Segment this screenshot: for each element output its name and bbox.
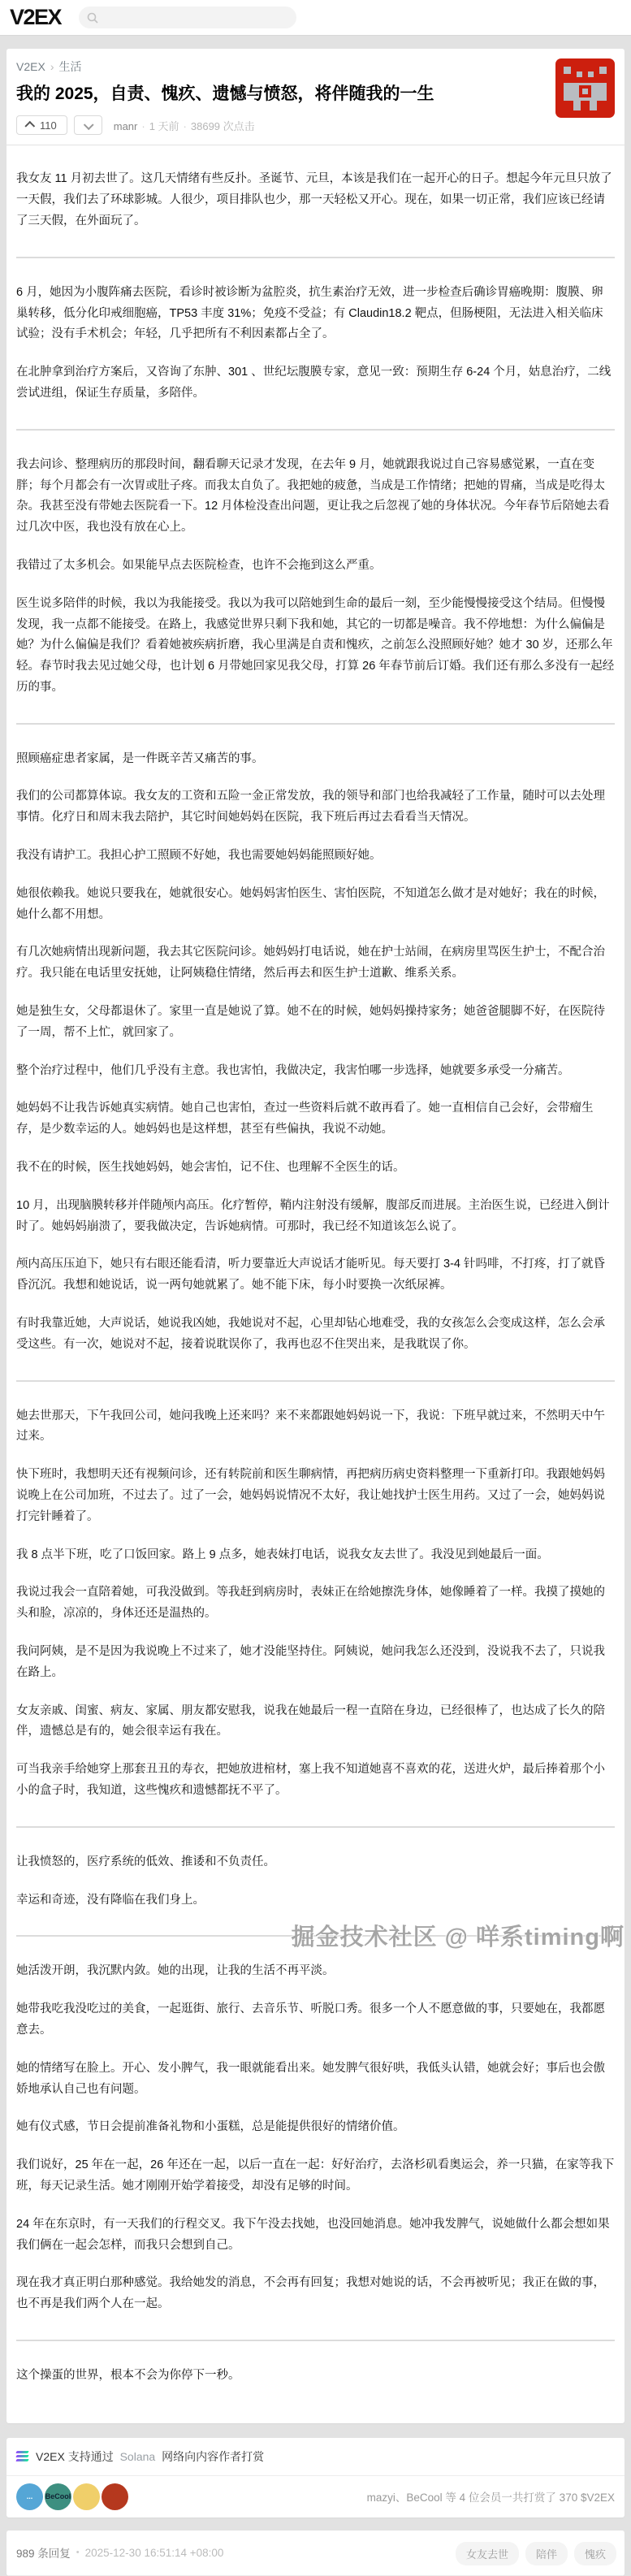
upvote-button[interactable] (16, 115, 67, 135)
post-paragraph: 我们的公司都算体谅。我女友的工资和五险一金正常发放，我的领导和部门也给我减轻了工作量，随时可以去处理事情。化疗日和周末我去陪护，其它时间她妈妈在医院，我下班后再过去看看当天情况。 (16, 790, 605, 825)
reward-avatar[interactable] (73, 2483, 100, 2510)
post-paragraph: 她有仪式感，节日会提前准备礼物和小蛋糕，总是能提供很好的情绪价值。 (16, 2120, 405, 2134)
solana-link[interactable]: Solana (119, 2449, 156, 2463)
section-divider (16, 2340, 615, 2341)
replies-card (6, 2531, 625, 2576)
breadcrumb-separator: › (50, 60, 54, 73)
post-paragraph: 让我愤怒的，医疗系统的低效、推诿和不负责任。 (16, 1855, 275, 1868)
post-header (6, 49, 625, 145)
post-paragraph: 我不在的时候，医生找她妈妈，她会害怕，记不住、也理解不全医生的话。 (16, 1161, 405, 1175)
solana-text-prefix: V2EX 支持通过 (36, 2449, 117, 2463)
topic-tag[interactable]: 女友去世 (456, 2542, 519, 2565)
post-card (6, 49, 625, 2423)
post-paragraph: 她是独生女，父母都退休了。家里一直是她说了算。她不在的时候，她妈妈操持家务；她爸爸腿脚不好，在医院待了一周，帮不上忙，就回家了。 (16, 1005, 605, 1039)
topic-tag[interactable]: 愧疚 (574, 2542, 616, 2565)
post-paragraph: 她带我吃我没吃过的美食，一起逛街、旅行、去音乐节、听脱口秀。很多一个人不愿意做的事，只要她在，我都愿意去。 (16, 2002, 605, 2037)
post-paragraph: 女友亲戚、闺蜜、病友、家属、朋友都安慰我，说我在她最后一程一直陪在身边，已经很棒了，也达成了长久的陪伴，遗憾总是有的，她会很幸运有我在。 (16, 1704, 605, 1738)
upvote-count: 110 (40, 119, 57, 132)
section-divider (16, 1380, 615, 1382)
post-paragraph: 她去世那天，下午我回公司，她问我晚上还来吗？来不来都跟她妈妈说一下，我说：下班早就过来，不然明天中午过来。 (16, 1409, 605, 1444)
post-paragraph: 颅内高压压迫下，她只有右眼还能看清，听力要靠近大声说话才能听见。每天要打 3-4 针吗啡，不打疼，打了就昏昏沉沉。我想和她说话，说一两句她就累了。她不能下床，每小时要换一次纸尿裤。 (16, 1258, 606, 1292)
solana-text-suffix: 网络向内容作者打赏 (158, 2449, 265, 2463)
v2ex-logo[interactable]: V2EX (10, 5, 62, 29)
chevron-up-icon (24, 121, 35, 132)
tag-list (456, 2542, 616, 2565)
post-paragraph: 可当我亲手给她穿上那套丑丑的寿衣，把她放进棺材，塞上我不知道她喜不喜欢的花，送进火炉，最后捧着那个小小的盒子时，我知道，这些愧疚和遗憾都抚不平了。 (16, 1763, 605, 1797)
post-paragraph: 医生说多陪伴的时候，我以为我能接受。我以为我可以陪她到生命的最后一刻，至少能慢慢接受这个结局。但慢慢发现，我一点都不能接受。在路上，我感觉世界只剩下我和她，其它的一切都是噪音。我不停地想：为什么偏偏是她？为什么偏偏是我们？看着她被疾病折磨，我心里满是自责和愧疚，之前怎么没照顾好她？她才 30 岁，还那么年轻。春节时我去见过她父母，也计划 6 月带她回家见我父母，打算 26 年春节前后订婚。我们还有那么多没有一起经历的事。 (16, 596, 615, 694)
post-paragraph: 这个操蛋的世界，根本不会为你停下一秒。 (16, 2368, 240, 2382)
post-paragraph: 她妈妈不让我告诉她真实病情。她自己也害怕，查过一些资料后就不敢再看了。她一直相信自己会好，会带瘤生存，是少数幸运的人。她妈妈也是这样想，甚至有些偏执，我说不动她。 (16, 1102, 594, 1136)
solana-text (36, 2448, 264, 2465)
downvote-button[interactable] (74, 115, 102, 135)
post-content (6, 145, 625, 2422)
post-paragraph: 有时我靠近她，大声说话，她说我凶她，我她说对不起，心里却钻心地难受，我的女孩怎么会变成这样，怎么会承受这些。有一次，她说对不起，接着说耽误你了，我再也忍不住哭出来，是我耽误了你。 (16, 1317, 605, 1351)
reward-avatar[interactable]: ... (16, 2483, 43, 2510)
post-timestamp: 2025-12-30 16:51:14 +08:00 (84, 2546, 224, 2559)
post-paragraph: 照顾癌症患者家属，是一件既辛苦又痛苦的事。 (16, 751, 264, 765)
post-paragraph: 我女友 11 月初去世了。这几天情绪有些反扑。圣诞节、元旦，本该是我们在一起开心的日子。想起今年元旦只放了一天假，我们去了环球影城。人很少，项目排队也少，那一天轻松又开心。现在，如果一切正常，我们应该已经请了三天假，在外面玩了。 (16, 172, 612, 227)
author-avatar-identicon (555, 58, 615, 118)
section-divider (16, 429, 615, 431)
breadcrumb-home-link[interactable]: V2EX (16, 60, 45, 73)
section-divider (16, 723, 615, 725)
replies-dot: • (76, 2548, 80, 2558)
post-paragraph: 我去问诊、整理病历的那段时间，翻看聊天记录才发现，在去年 9 月，她就跟我说过自己容易感觉累，一直在变胖；每个月都会有一次胃或肚子疼。而我太自负了。我把她的疲惫，当成是工作情绪；把她的胃痛，当成是吃得太杂。我甚至没有带她去医院看一下。12 月体检没查出问题，更让我之后忽视了她的身体状况。今年春节后陪她去看过几次中医，我也没有放在心上。 (16, 457, 610, 535)
reward-avatar[interactable]: BeCool (45, 2483, 71, 2510)
section-divider (16, 1935, 615, 1937)
reward-summary: mazyi、BeCool 等 4 位会员一共打赏了 370 $V2EX (366, 2492, 615, 2505)
reward-avatars (16, 2483, 130, 2510)
search-input[interactable] (79, 6, 296, 28)
post-paragraph: 10 月，出现脑膜转移并伴随颅内高压。化疗暂停，鞘内注射没有缓解，腹部反而进展。主治医生说，已经进入倒计时了。她妈妈崩溃了，要我做决定，告诉她病情。可那时，我已经不知道该怎么说了。 (16, 1198, 610, 1233)
post-paragraph: 我们说好，25 年在一起，26 年还在一起，以后一直在一起：好好治疗，去洛杉矶看奥运会，养一只猫，在家等我下班，每天记录生活。她才刚刚开始学着接受，却没有足够的时间。 (16, 2158, 615, 2193)
post-paragraph: 整个治疗过程中，他们几乎没有主意。我也害怕，我做决定，我害怕哪一步选择，她就要多承受一分痛苦。 (16, 1063, 570, 1077)
post-paragraph: 我问阿姨，是不是因为我说晚上不过来了，她才没能坚持住。阿姨说，她问我怎么还没到，没说我不去了，只说我在路上。 (16, 1645, 605, 1679)
reward-card (6, 2438, 625, 2518)
breadcrumb-node-link[interactable]: 生活 (58, 60, 82, 73)
search-icon (86, 11, 99, 24)
main-content (0, 36, 631, 2576)
post-paragraph: 在北肿拿到治疗方案后，又咨询了东肿、301 、世纪坛腹膜专家，意见一致：预期生存 6-24 个月，姑息治疗，二线尝试进组，保证生存质量，多陪伴。 (16, 366, 612, 400)
post-paragraph: 现在我才真正明白那种感觉。我给她发的消息，不会再有回复；我想对她说的话，不会再被听见；我正在做的事，也不再是我们两个人在一起。 (16, 2276, 605, 2311)
post-paragraph: 6 月，她因为小腹阵痛去医院，看诊时被诊断为盆腔炎，抗生素治疗无效，进一步检查后确诊胃癌晚期：腹膜、卵巢转移，低分化印戒细胞癌，TP53 丰度 31%；免疫不受益；有 Claudin18.2 靶点，但肠梗阻，无法进入相关临床试验；没有手术机会；年轻，几乎把所有不利因素都占全了。 (16, 285, 603, 341)
section-divider (16, 1826, 615, 1828)
breadcrumb (16, 58, 615, 75)
reward-row (6, 2475, 625, 2518)
site-header (0, 0, 631, 36)
post-meta (114, 118, 255, 133)
post-paragraph: 我 8 点半下班，吃了口饭回家。路上 9 点多，她表妹打电话，说我女友去世了。我没见到她最后一面。 (16, 1548, 549, 1561)
post-paragraph: 她很依赖我。她说只要我在，她就很安心。她妈妈害怕医生、害怕医院，不知道怎么做才是对她好；我在的时候，她什么都不用想。 (16, 886, 605, 921)
author-avatar[interactable] (555, 58, 615, 118)
post-title: 我的 2025，自责、愧疚、遗憾与愤怒，将伴随我的一生 (16, 84, 434, 103)
reply-count: 989 条回复 (16, 2548, 71, 2561)
meta-dot: · (141, 119, 145, 132)
post-age: 1 天前 (149, 119, 179, 132)
author-link[interactable]: manr (113, 119, 138, 132)
post-meta-row (16, 115, 615, 145)
post-paragraph: 有几次她病情出现新问题，我去其它医院问诊。她妈妈打电话说，她在护士站闹，在病房里骂医生护士，不配合治疗。我只能在电话里安抚她，让阿姨稳住情绪，然后再去和医生护士道歉、维系关系。 (16, 946, 605, 981)
chevron-down-icon (84, 119, 94, 130)
post-paragraph: 她的情绪写在脸上。开心、发小脾气，我一眼就能看出来。她发脾气很好哄，我低头认错，她就会好；事后也会傲娇地承认自己也有问题。 (16, 2061, 605, 2096)
post-paragraph: 我没有请护工。我担心护工照顾不好她，我也需要她妈妈能照顾好她。 (16, 849, 382, 863)
post-paragraph: 快下班时，我想明天还有视频问诊，还有转院前和医生聊病情，再把病历病史资料整理一下重新打印。我跟她妈妈说晚上在公司加班，不过去了。过了一会，她妈妈说情况不太好，我让她找护士医生用药。又过了一会，她妈妈说打完针睡着了。 (16, 1468, 605, 1523)
post-paragraph: 她活泼开朗，我沉默内敛。她的出现，让我的生活不再平淡。 (16, 1964, 335, 1978)
meta-dot: · (183, 119, 187, 132)
section-divider (16, 257, 615, 258)
replies-header (6, 2531, 625, 2576)
solana-icon (16, 2451, 28, 2461)
post-paragraph: 我说过我会一直陪着她，可我没做到。等我赶到病房时，表妹正在给她擦洗身体，她像睡着了一样。我摸了摸她的头和脸，凉凉的，身体还还是温热的。 (16, 1586, 605, 1621)
post-paragraph: 我错过了太多机会。如果能早点去医院检查，也许不会拖到这么严重。 (16, 558, 382, 572)
post-paragraph: 24 年在东京时，有一天我们的行程交叉。我下午没去找她，也没回她消息。她冲我发脾气，说她做什么都会想如果我们俩在一起会怎样，而我只会想到自己。 (16, 2217, 610, 2252)
reward-avatar[interactable] (102, 2483, 128, 2510)
post-clicks: 38699 次点击 (190, 119, 255, 132)
post-paragraph: 幸运和奇迹，没有降临在我们身上。 (16, 1893, 205, 1907)
solana-row (6, 2438, 625, 2475)
watermark: 掘金技术社区 @ 咩系timing啊 (291, 1924, 625, 1950)
topic-tag[interactable]: 陪伴 (525, 2542, 568, 2565)
